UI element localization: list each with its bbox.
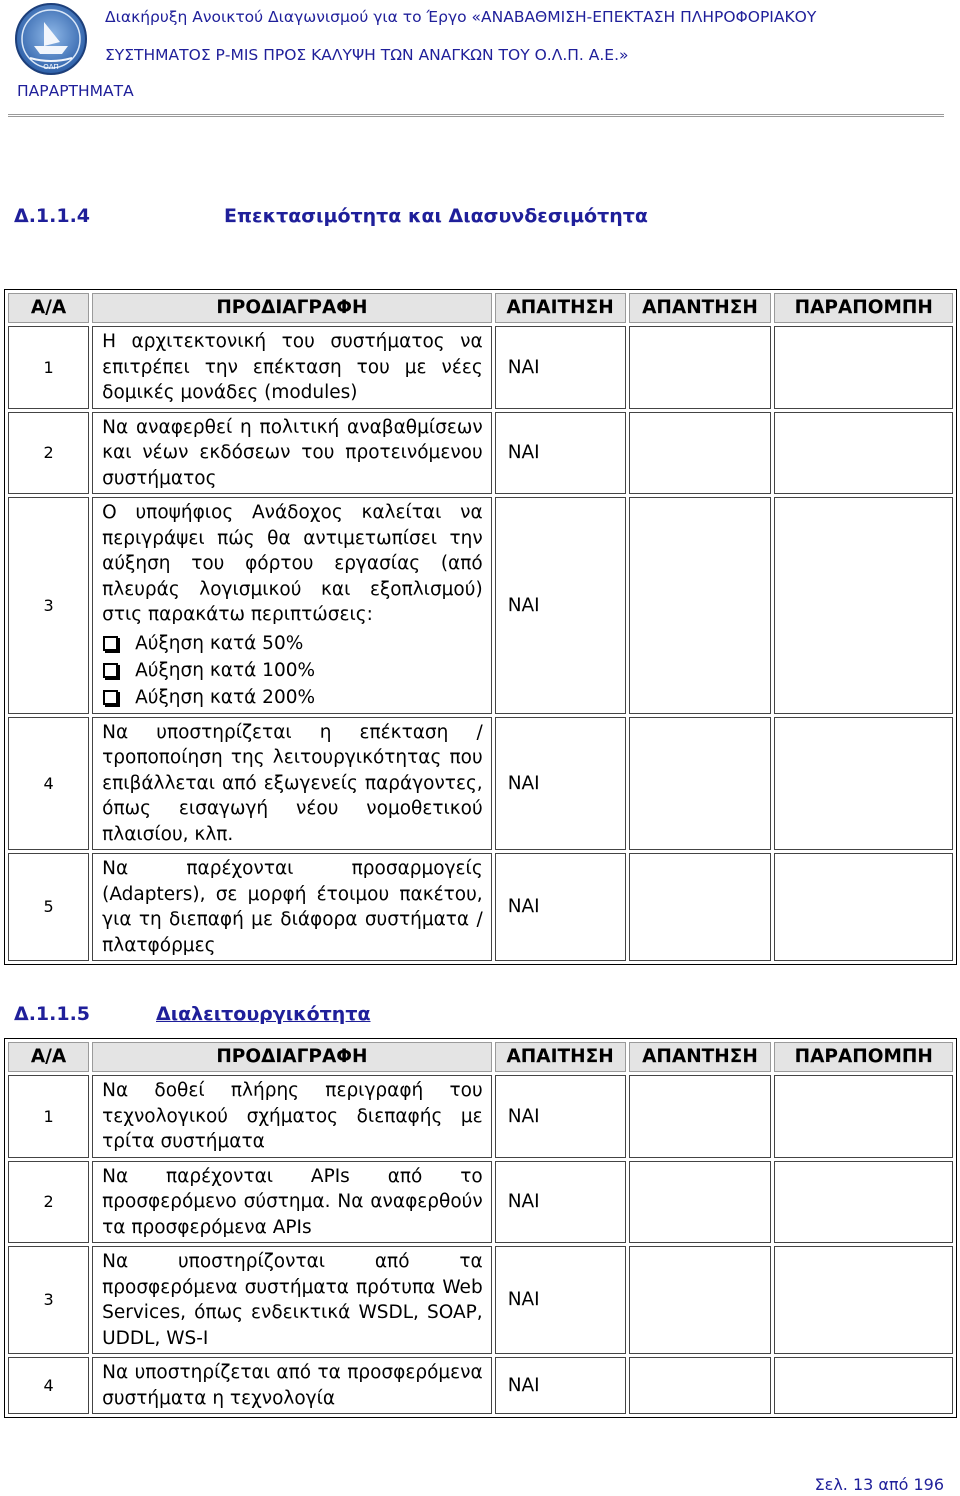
answer-cell[interactable] (629, 326, 772, 409)
row-requirement: ΝΑΙ (495, 326, 626, 409)
list-item: Αύξηση κατά 50% (135, 630, 483, 657)
col-header-reference: ΠΑΡΑΠΟΜΠΗ (774, 293, 953, 323)
page-number: Σελ. 13 από 196 (814, 1475, 944, 1494)
list-item: Αύξηση κατά 200% (135, 684, 483, 711)
row-spec: Να δοθεί πλήρης περιγραφή του τεχνολογικού σχήματος διεπαφής με τρίτα συστήματα (92, 1075, 492, 1158)
row-requirement: ΝΑΙ (495, 853, 626, 961)
row-number: 2 (8, 1161, 89, 1244)
table-row (8, 497, 953, 714)
row-spec: Να υποστηρίζεται η επέκταση / τροποποίηση της λειτουργικότητας που επιβάλλεται από εξωγενείς παράγοντες, όπως εισαγωγή νέου νομοθετικού πλαισίου, κλπ. (92, 717, 492, 851)
checkbox-icon (103, 663, 118, 678)
reference-cell[interactable] (774, 497, 953, 714)
col-header-requirement: ΑΠΑΙΤΗΣΗ (495, 293, 626, 323)
answer-cell[interactable] (629, 412, 772, 495)
table-row (8, 326, 953, 409)
table-header-row (8, 293, 953, 323)
table-header-row (8, 1042, 953, 1072)
col-header-spec: ΠΡΟΔΙΑΓΡΑΦΗ (92, 293, 492, 323)
row-requirement: ΝΑΙ (495, 412, 626, 495)
row-spec: Να υποστηρίζεται από τα προσφερόμενα συστήματα η τεχνολογία (92, 1357, 492, 1414)
row-spec: Να παρέχονται προσαρμογείς (Adapters), σε μορφή έτοιμου πακέτου, για τη διεπαφή με διάφορα συστήματα / πλατφόρμες (92, 853, 492, 961)
reference-cell[interactable] (774, 326, 953, 409)
col-header-aa: Α/Α (8, 293, 89, 323)
section-2-code: Δ.1.1.5 (14, 1003, 91, 1025)
row-spec (92, 497, 492, 714)
row-spec: Να αναφερθεί η πολιτική αναβαθμίσεων και νέων εκδόσεων του προτεινόμενου συστήματος (92, 412, 492, 495)
col-header-aa: Α/Α (8, 1042, 89, 1072)
checkbox-icon (103, 690, 118, 705)
table-row (8, 1246, 953, 1354)
row-requirement: ΝΑΙ (495, 1357, 626, 1414)
reference-cell[interactable] (774, 1357, 953, 1414)
table-row (8, 1357, 953, 1414)
list-item: Αύξηση κατά 100% (135, 657, 483, 684)
table-row (8, 853, 953, 961)
section-1-code: Δ.1.1.4 (14, 205, 91, 227)
checkbox-icon (103, 636, 118, 651)
spec-table-2 (4, 1038, 957, 1418)
row-requirement: ΝΑΙ (495, 717, 626, 851)
row-number: 1 (8, 326, 89, 409)
row-number: 3 (8, 497, 89, 714)
section-2-title: Διαλειτουργικότητα (156, 1003, 371, 1025)
checkbox-list (102, 630, 483, 711)
header-annex: ΠΑΡΑΡΤΗΜΑΤΑ (17, 82, 134, 100)
reference-cell[interactable] (774, 853, 953, 961)
row-number: 1 (8, 1075, 89, 1158)
reference-cell[interactable] (774, 717, 953, 851)
reference-cell[interactable] (774, 1075, 953, 1158)
answer-cell[interactable] (629, 1161, 772, 1244)
reference-cell[interactable] (774, 412, 953, 495)
answer-cell[interactable] (629, 717, 772, 851)
table-row (8, 1075, 953, 1158)
col-header-answer: ΑΠΑΝΤΗΣΗ (629, 293, 772, 323)
answer-cell[interactable] (629, 497, 772, 714)
answer-cell[interactable] (629, 853, 772, 961)
row-number: 3 (8, 1246, 89, 1354)
col-header-answer: ΑΠΑΝΤΗΣΗ (629, 1042, 772, 1072)
row-number: 4 (8, 717, 89, 851)
spec-table-1 (4, 289, 957, 965)
table-row (8, 717, 953, 851)
row-requirement: ΝΑΙ (495, 1246, 626, 1354)
row-requirement: ΝΑΙ (495, 497, 626, 714)
col-header-reference: ΠΑΡΑΠΟΜΠΗ (774, 1042, 953, 1072)
table-row (8, 1161, 953, 1244)
section-1-title: Επεκτασιμότητα και Διασυνδεσιμότητα (224, 205, 648, 227)
col-header-requirement: ΑΠΑΙΤΗΣΗ (495, 1042, 626, 1072)
page-header (0, 0, 960, 120)
reference-cell[interactable] (774, 1161, 953, 1244)
row-spec: Η αρχιτεκτονική του συστήματος να επιτρέπει την επέκταση του με νέες δομικές μονάδες (modules) (92, 326, 492, 409)
answer-cell[interactable] (629, 1246, 772, 1354)
row-spec: Να παρέχονται APIs από το προσφερόμενο σύστημα. Να αναφερθούν τα προσφερόμενα APIs (92, 1161, 492, 1244)
row-number: 4 (8, 1357, 89, 1414)
header-title-line-2: ΣΥΣΤΗΜΑΤΟΣ Ρ-MIS ΠΡΟΣ ΚΑΛΥΨΗ ΤΩΝ ΑΝΑΓΚΩΝ ΤΟΥ Ο.Λ.Π. Α.Ε.» (105, 46, 629, 64)
row-spec-text: Ο υποψήφιος Ανάδοχος καλείται να περιγράψει πώς θα αντιμετωπίσει την αύξηση του φόρτου εργασίας (από πλευράς λογισμικού και εξοπλισμού) στις παρακάτω περιπτώσεις: (102, 502, 483, 625)
row-spec: Να υποστηρίζονται από τα προσφερόμενα συστήματα πρότυπα Web Services, όπως ενδεικτικά WSDL, SOAP, UDDL, WS-I (92, 1246, 492, 1354)
table-row (8, 412, 953, 495)
reference-cell[interactable] (774, 1246, 953, 1354)
answer-cell[interactable] (629, 1075, 772, 1158)
row-requirement: ΝΑΙ (495, 1161, 626, 1244)
olp-logo-icon (14, 2, 88, 76)
row-number: 5 (8, 853, 89, 961)
header-title-line-1: Διακήρυξη Ανοικτού Διαγωνισμού για το Έργο «ΑΝΑΒΑΘΜΙΣΗ-ΕΠΕΚΤΑΣΗ ΠΛΗΡΟΦΟΡΙΑΚΟΥ (105, 8, 817, 26)
row-number: 2 (8, 412, 89, 495)
col-header-spec: ΠΡΟΔΙΑΓΡΑΦΗ (92, 1042, 492, 1072)
row-requirement: ΝΑΙ (495, 1075, 626, 1158)
svg-text:ΟΛΠ: ΟΛΠ (43, 63, 59, 71)
header-divider (8, 114, 944, 117)
answer-cell[interactable] (629, 1357, 772, 1414)
